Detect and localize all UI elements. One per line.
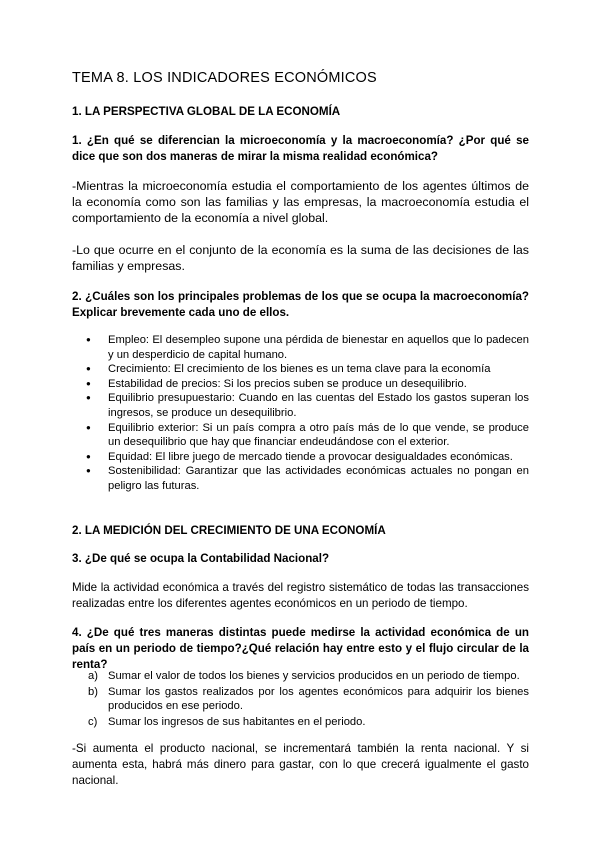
- list-marker: b): [88, 685, 98, 698]
- list-item: ● Equilibrio exterior: Si un país compra a otro país más de lo que vende, se produce un desequilibrio que hay que financiar endeudándose con el exterior.: [72, 421, 529, 450]
- list-item: ● Sostenibilidad: Garantizar que las actividades económicas actuales no pongan en peligro las futuras.: [72, 464, 529, 493]
- list-item: ● Equilibrio presupuestario: Cuando en las cuentas del Estado los gastos superan los ingresos, se produce un desequilibrio.: [72, 391, 529, 420]
- list-item-text: Sumar los gastos realizados por los agentes económicos para adquirir los bienes producidos en ese periodo.: [108, 685, 529, 713]
- list-item: ● Crecimiento: El crecimiento de los bienes es un tema clave para la economía: [72, 362, 529, 377]
- list-item: [72, 669, 529, 684]
- list-marker: c): [88, 715, 98, 728]
- answer-4: -Si aumenta el producto nacional, se incrementará también la renta nacional. Y si aumenta esta, habrá más dinero para gastar, con lo que crecerá igualmente el gasto nacional.: [72, 742, 529, 787]
- list-item: ● Estabilidad de precios: Si los precios suben se produce un desequilibrio.: [72, 377, 529, 392]
- answer-1-paragraph-2: -Lo que ocurre en el conjunto de la economía es la suma de las decisiones de las familias y empresas.: [72, 243, 529, 273]
- section-1-heading: 1. LA PERSPECTIVA GLOBAL DE LA ECONOMÍA: [72, 105, 341, 118]
- question-3: 3. ¿De qué se ocupa la Contabilidad Nacional?: [72, 552, 330, 565]
- document-title: TEMA 8. LOS INDICADORES ECONÓMICOS: [72, 70, 377, 86]
- question-4: 4. ¿De qué tres maneras distintas puede medirse la actividad económica de un país en un periodo de tiempo?¿Qué relación hay entre esto y el flujo circular de la renta?: [72, 626, 529, 671]
- section-2-heading: 2. LA MEDICIÓN DEL CRECIMIENTO DE UNA ECONOMÍA: [72, 524, 386, 537]
- list-item: [72, 685, 529, 714]
- list-item-text: Sumar el valor de todos los bienes y servicios producidos en un periodo de tiempo.: [108, 670, 520, 682]
- list-item: [72, 715, 529, 730]
- list-item: ● Empleo: El desempleo supone una pérdida de bienestar en aquellos que lo padecen y un desperdicio de capital humano.: [72, 333, 529, 362]
- list-item-text: Sumar los ingresos de sus habitantes en el periodo.: [108, 715, 366, 728]
- list-marker: a): [88, 670, 98, 682]
- measurement-list: [72, 669, 529, 730]
- list-item: ● Equidad: El libre juego de mercado tiende a provocar desigualdades económicas.: [72, 450, 529, 465]
- answer-3: Mide la actividad económica a través del registro sistemático de todas las transacciones realizadas entre los diferentes agentes económicos en un periodo de tiempo.: [72, 581, 529, 610]
- answer-1-paragraph-1: -Mientras la microeconomía estudia el comportamiento de los agentes últimos de la economía como son las familias y las empresas, la macroeconomía estudia el comportamiento de la economía a nivel global.: [72, 179, 529, 225]
- question-2: 2. ¿Cuáles son los principales problemas de los que se ocupa la macroeconomía? Explicar brevemente cada uno de ellos.: [72, 290, 529, 319]
- question-1: 1. ¿En qué se diferencian la microeconomía y la macroeconomía? ¿Por qué se dice que son dos maneras de mirar la misma realidad económica?: [72, 134, 529, 163]
- problems-list: [72, 333, 529, 494]
